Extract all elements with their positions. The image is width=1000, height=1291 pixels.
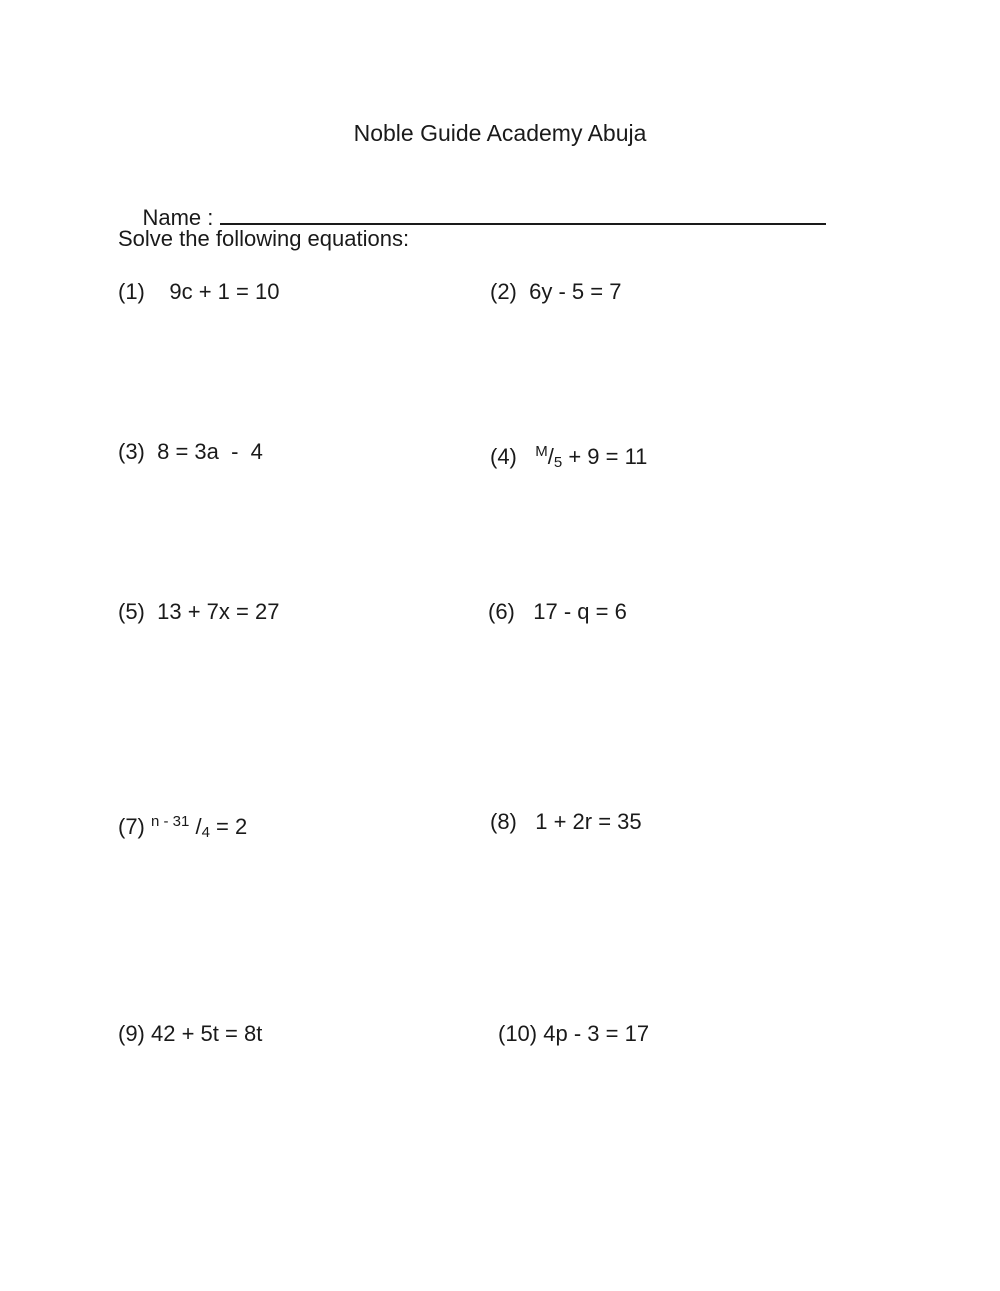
page-title: Noble Guide Academy Abuja: [353, 120, 647, 146]
problem-6-equation: 17 - q = 6: [533, 599, 627, 624]
problem-1-equation: 9c + 1 = 10: [169, 279, 280, 304]
problem-3: [118, 438, 263, 466]
problem-8-equation: 1 + 2r = 35: [535, 809, 642, 834]
problem-7-equation: $^{n - 31}$ $/_4 = 2$: [151, 813, 248, 841]
problem-2-number: (2): [490, 279, 530, 304]
problem-9-equation: 42 + 5t = 8t: [151, 1021, 263, 1046]
instruction-text: Solve the following equations:: [118, 226, 410, 251]
problem-10-number: (10): [498, 1021, 544, 1046]
problem-9: [118, 1020, 262, 1048]
problem-3-number: (3): [118, 439, 158, 464]
problem-8-number: (8): [490, 809, 536, 834]
problem-2-equation: 6y - 5 = 7: [529, 279, 622, 304]
problem-6-number: (6): [488, 599, 534, 624]
problem-4-number: (4): [490, 444, 536, 469]
problem-1: [118, 278, 279, 306]
problem-10-equation: 4p - 3 = 17: [543, 1021, 650, 1046]
problem-9-number: (9): [118, 1021, 151, 1046]
problem-7: [118, 808, 247, 847]
problem-8: [490, 808, 642, 836]
problem-5-equation: 13 + 7x = 27: [157, 599, 280, 624]
problem-2: [490, 278, 621, 306]
problem-4: [490, 438, 647, 477]
problem-1-number: (1): [118, 279, 170, 304]
problem-10: [498, 1020, 649, 1048]
problem-4-equation: $^M/_5 + 9 = 11$: [535, 443, 648, 471]
problem-5: [118, 598, 279, 626]
name-label: Name :: [142, 205, 214, 230]
problem-7-number: (7): [118, 814, 151, 839]
name-blank-line: [220, 201, 826, 225]
problem-3-equation: 8 = 3a - 4: [157, 439, 263, 464]
problem-5-number: (5): [118, 599, 158, 624]
problem-6: [488, 598, 627, 626]
